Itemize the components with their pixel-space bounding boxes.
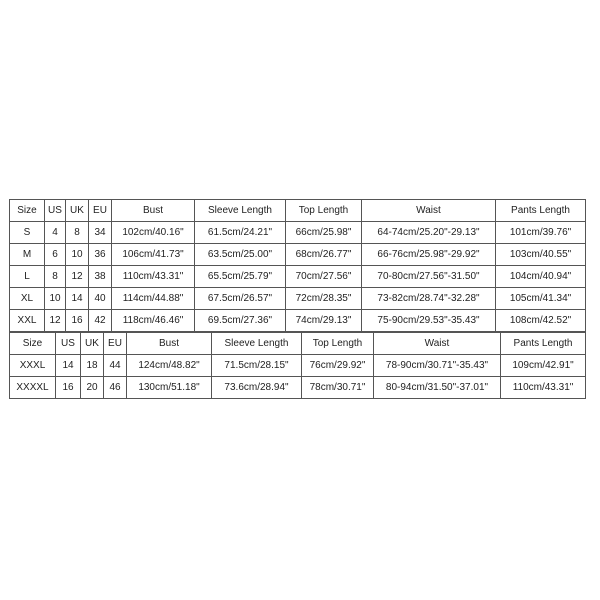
header-us: US — [56, 333, 81, 355]
header-uk: UK — [81, 333, 104, 355]
cell-uk: 18 — [81, 355, 104, 377]
cell-size: XXXXL — [10, 377, 56, 399]
cell-eu: 38 — [89, 266, 112, 288]
header-pants-length: Pants Length — [501, 333, 586, 355]
cell-size: L — [10, 266, 45, 288]
header-sleeve-length: Sleeve Length — [195, 200, 286, 222]
cell-size: S — [10, 222, 45, 244]
header-bust: Bust — [127, 333, 212, 355]
cell-waist: 64-74cm/25.20"-29.13" — [362, 222, 496, 244]
cell-top-length: 68cm/26.77" — [286, 244, 362, 266]
cell-us: 8 — [45, 266, 66, 288]
cell-uk: 12 — [66, 266, 89, 288]
cell-uk: 20 — [81, 377, 104, 399]
cell-uk: 16 — [66, 310, 89, 332]
cell-us: 10 — [45, 288, 66, 310]
cell-waist: 75-90cm/29.53"-35.43" — [362, 310, 496, 332]
table-row — [10, 222, 586, 244]
cell-waist: 66-76cm/25.98"-29.92" — [362, 244, 496, 266]
table-row — [10, 266, 586, 288]
cell-us: 4 — [45, 222, 66, 244]
cell-size: M — [10, 244, 45, 266]
table-header-row — [10, 333, 586, 355]
cell-us: 6 — [45, 244, 66, 266]
cell-bust: 106cm/41.73" — [112, 244, 195, 266]
cell-size: XXXL — [10, 355, 56, 377]
table-row — [10, 355, 586, 377]
cell-eu: 40 — [89, 288, 112, 310]
header-sleeve-length: Sleeve Length — [212, 333, 302, 355]
cell-pants-length: 103cm/40.55" — [496, 244, 586, 266]
header-bust: Bust — [112, 200, 195, 222]
cell-bust: 102cm/40.16" — [112, 222, 195, 244]
header-us: US — [45, 200, 66, 222]
cell-size: XXL — [10, 310, 45, 332]
cell-pants-length: 108cm/42.52" — [496, 310, 586, 332]
cell-uk: 8 — [66, 222, 89, 244]
cell-pants-length: 101cm/39.76" — [496, 222, 586, 244]
cell-size: XL — [10, 288, 45, 310]
cell-eu: 46 — [104, 377, 127, 399]
cell-top-length: 76cm/29.92" — [302, 355, 374, 377]
table-row — [10, 377, 586, 399]
table-row — [10, 310, 586, 332]
table-row — [10, 288, 586, 310]
size-chart-table-2 — [9, 332, 586, 399]
cell-sleeve-length: 71.5cm/28.15" — [212, 355, 302, 377]
header-top-length: Top Length — [286, 200, 362, 222]
table-header-row — [10, 200, 586, 222]
header-size: Size — [10, 333, 56, 355]
cell-bust: 114cm/44.88" — [112, 288, 195, 310]
cell-sleeve-length: 69.5cm/27.36" — [195, 310, 286, 332]
cell-us: 12 — [45, 310, 66, 332]
cell-bust: 118cm/46.46" — [112, 310, 195, 332]
cell-pants-length: 109cm/42.91" — [501, 355, 586, 377]
cell-eu: 36 — [89, 244, 112, 266]
header-size: Size — [10, 200, 45, 222]
header-uk: UK — [66, 200, 89, 222]
size-chart-table-1 — [9, 199, 586, 332]
header-eu: EU — [104, 333, 127, 355]
cell-sleeve-length: 65.5cm/25.79" — [195, 266, 286, 288]
cell-waist: 78-90cm/30.71"-35.43" — [374, 355, 501, 377]
cell-waist: 70-80cm/27.56"-31.50" — [362, 266, 496, 288]
cell-pants-length: 104cm/40.94" — [496, 266, 586, 288]
cell-pants-length: 105cm/41.34" — [496, 288, 586, 310]
cell-uk: 14 — [66, 288, 89, 310]
cell-top-length: 74cm/29.13" — [286, 310, 362, 332]
cell-sleeve-length: 67.5cm/26.57" — [195, 288, 286, 310]
cell-sleeve-length: 73.6cm/28.94" — [212, 377, 302, 399]
table-row — [10, 244, 586, 266]
cell-us: 16 — [56, 377, 81, 399]
header-eu: EU — [89, 200, 112, 222]
cell-top-length: 70cm/27.56" — [286, 266, 362, 288]
cell-sleeve-length: 61.5cm/24.21" — [195, 222, 286, 244]
cell-sleeve-length: 63.5cm/25.00" — [195, 244, 286, 266]
cell-uk: 10 — [66, 244, 89, 266]
header-pants-length: Pants Length — [496, 200, 586, 222]
cell-eu: 34 — [89, 222, 112, 244]
header-top-length: Top Length — [302, 333, 374, 355]
cell-bust: 130cm/51.18" — [127, 377, 212, 399]
cell-bust: 110cm/43.31" — [112, 266, 195, 288]
cell-waist: 80-94cm/31.50"-37.01" — [374, 377, 501, 399]
cell-waist: 73-82cm/28.74"-32.28" — [362, 288, 496, 310]
cell-top-length: 72cm/28.35" — [286, 288, 362, 310]
cell-pants-length: 110cm/43.31" — [501, 377, 586, 399]
header-waist: Waist — [374, 333, 501, 355]
cell-eu: 42 — [89, 310, 112, 332]
header-waist: Waist — [362, 200, 496, 222]
cell-bust: 124cm/48.82" — [127, 355, 212, 377]
cell-top-length: 78cm/30.71" — [302, 377, 374, 399]
cell-top-length: 66cm/25.98" — [286, 222, 362, 244]
cell-eu: 44 — [104, 355, 127, 377]
cell-us: 14 — [56, 355, 81, 377]
